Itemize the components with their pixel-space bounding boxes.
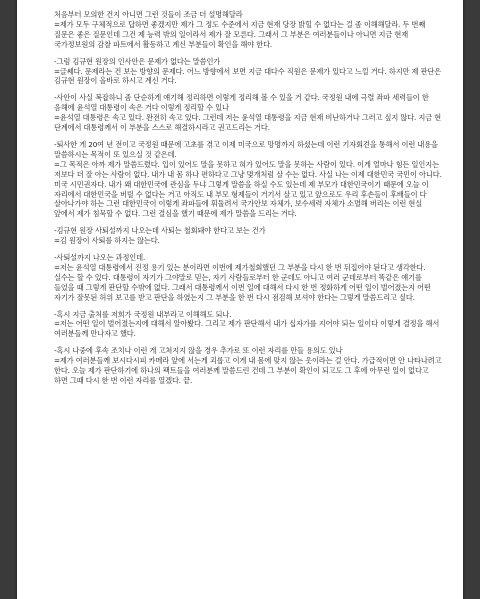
question-line: -그럼 김규현 원장의 인사안은 문제가 없다는 말씀인가 [54,56,221,66]
qa-block [54,10,442,50]
answer-line: =윤석열 대통령은 속고 있다. 완전히 속고 있다. 그런데 저는 윤석열 대통령을 지금 현재 비난하거나 그러고 싶지 않다. 지금 현 단계에서 대통령께서 이 부분을 스스로 해결하시라고 권고드리는 거다. [54,113,442,133]
qa-block [54,226,442,246]
qa-block [54,346,442,386]
qa-block [54,57,442,87]
question-line: -사퇴설까지 나오는 과정인데. [54,253,146,263]
document-page [17,0,463,599]
question-line: -혹시 지금 출처를 저희가 국정원 내부라고 이해해도 되나. [54,309,232,319]
question-line: 처음부터 모의한 건지 아니면 그런 것들이 조금 더 설명해달라 [54,10,243,19]
answer-line: =김 원장이 사퇴를 하지는 않는다. [54,236,160,246]
qa-block [54,140,442,219]
question-line: -김규현 원장 사퇴설까지 나오는데 사퇴는 철회돼야 한다고 보는 건가 [54,226,266,236]
qa-block [54,253,442,303]
answer-line: =글쎄다. 문제라는 건 보는 방향의 문제다. 어느 방향에서 보면 지금 대다수 직원은 문제가 있다고 느낄 거다. 하지만 제 판단은 김규현 원장이 올바로 하시고 계신 거다. [54,66,442,86]
question-line: -사안이 사실 복잡하니 좀 단순하게 얘기해 정리하면 이렇게 정리해 볼 수 있을 거 같다. 국정원 내에 극렬 좌파 세력들이 한 음해에 윤석열 대통령이 속은 거다 이렇게 정리할 수 있나 [54,93,429,113]
question-line: -퇴사한 게 20여 년 전이고 국정원 때문에 고초를 겪고 이제 미국으로 망명까지 하셨는데 이런 기자회견을 통해서 이런 내용을 말씀하시는 목적이 또 있으실 것 같은데. [54,139,438,159]
answer-line: =그 목적은 아까 제가 말씀드렸다. 입이 있어도 말을 못하고 혀가 있어도 말을 못하는 사람이 있다. 이게 얼마나 힘든 일인지는 저보다 더 잘 아는 사람이 없다. 내가 내 몸 하나 편하다고 그냥 몇개처럼 살 수는 없다. 사실 나는 이제 대한민국 국민이 아니다. 미국 시민권자다. 내가 왜 대한민국에 관심을 두냐 그렇게 말씀을 하실 수도 있는데 제 부모가 대한민국이기 때문에 오늘 이 자리에서 대한민국을 버릴 수 없다는 거고 아직도 내 부모 형제들이 거기서 살고 있고 앞으로도 우리 후손들이 후배들이 다 살아나가야 하는 그런 대한민국이 이렇게 좌파들에 휘둘려서 국가안보 자체가, 보수세력 자체가 소멸해 버리는 이런 현실 앞에서 제가 침묵할 수 없다. 그런 결심을 했기 때문에 제가 말씀을 드리는 거다. [54,159,442,219]
document-body [54,10,442,393]
answer-line: =저는 어떤 일이 벌어졌는지에 대해서 알아봤다. 그리고 제가 판단해서 내가 십자가를 지어야 되는 일이다 이렇게 결정을 해서 여러분들께 만나자고 했다. [54,319,440,339]
question-line: -혹시 나중에 후속 조치나 이런 게 고쳐지지 않을 경우 추가로 또 이런 자리를 만들 용의도 있나 [54,346,343,356]
qa-block [54,93,442,133]
qa-block [54,310,442,340]
answer-line: =저는 윤석열 대통령에서 진정 용기 있는 분이라면 이번에 제가철회했던 그 부분을 다시 한 번 뒤집어야 된다고 생각한다. 실수는 할 수 있다. 대통령이 자기가 그야말로 믿는, 자기 사람들로부터 한 군데도 아니고 여러 군데로부터 똑같은 얘기를 들었을 때 그렇게 판단할 수밖에 없다. 그래서 대통령께서 이번 일에 대해서 다시 한 번 정화하게 어떤 일이 벌어졌는지 어떤 자기가 잘못된 허위 보고를 받고 판단을 하였는지 그 부분을 한 번 다시 점검해 보셔야 한다는 그렇게 말씀드리고 싶다. [54,262,431,302]
answer-line: =제가 여러분들께 보시다시피 카메라 앞에 서는게 괴롭고 이게 내 몸에 맞지 않는 옷이라는 걸 안다. 가급적이면 안 나타나려고 한다. 오늘 제가 판단하기에 하나의 팩트들을 여러분께 말씀드린 건데 그 부분이 확인이 되고도 그 후에 아무런 일이 없다고 하면 그때 다시 한 번 이런 자리를 열겠다. 끝. [54,356,442,385]
answer-line: =제가 모두 구체적으로 답하면 좋겠지만 제가 그 정도 수준에서 지금 현재 당장 밝힐 수 없다는 걸 좀 이해해달라. 두 번째 질문은 좋은 질문인데 그건 제 능력 밖의 일이라서 제가 잘 모른다. 그래서 그 부분은 여러분들이나 아니면 지금 현재 국가정보원의 감찰 파트에서 활동하고 계신 부분들이 확인을 해야 한다. [54,19,426,49]
